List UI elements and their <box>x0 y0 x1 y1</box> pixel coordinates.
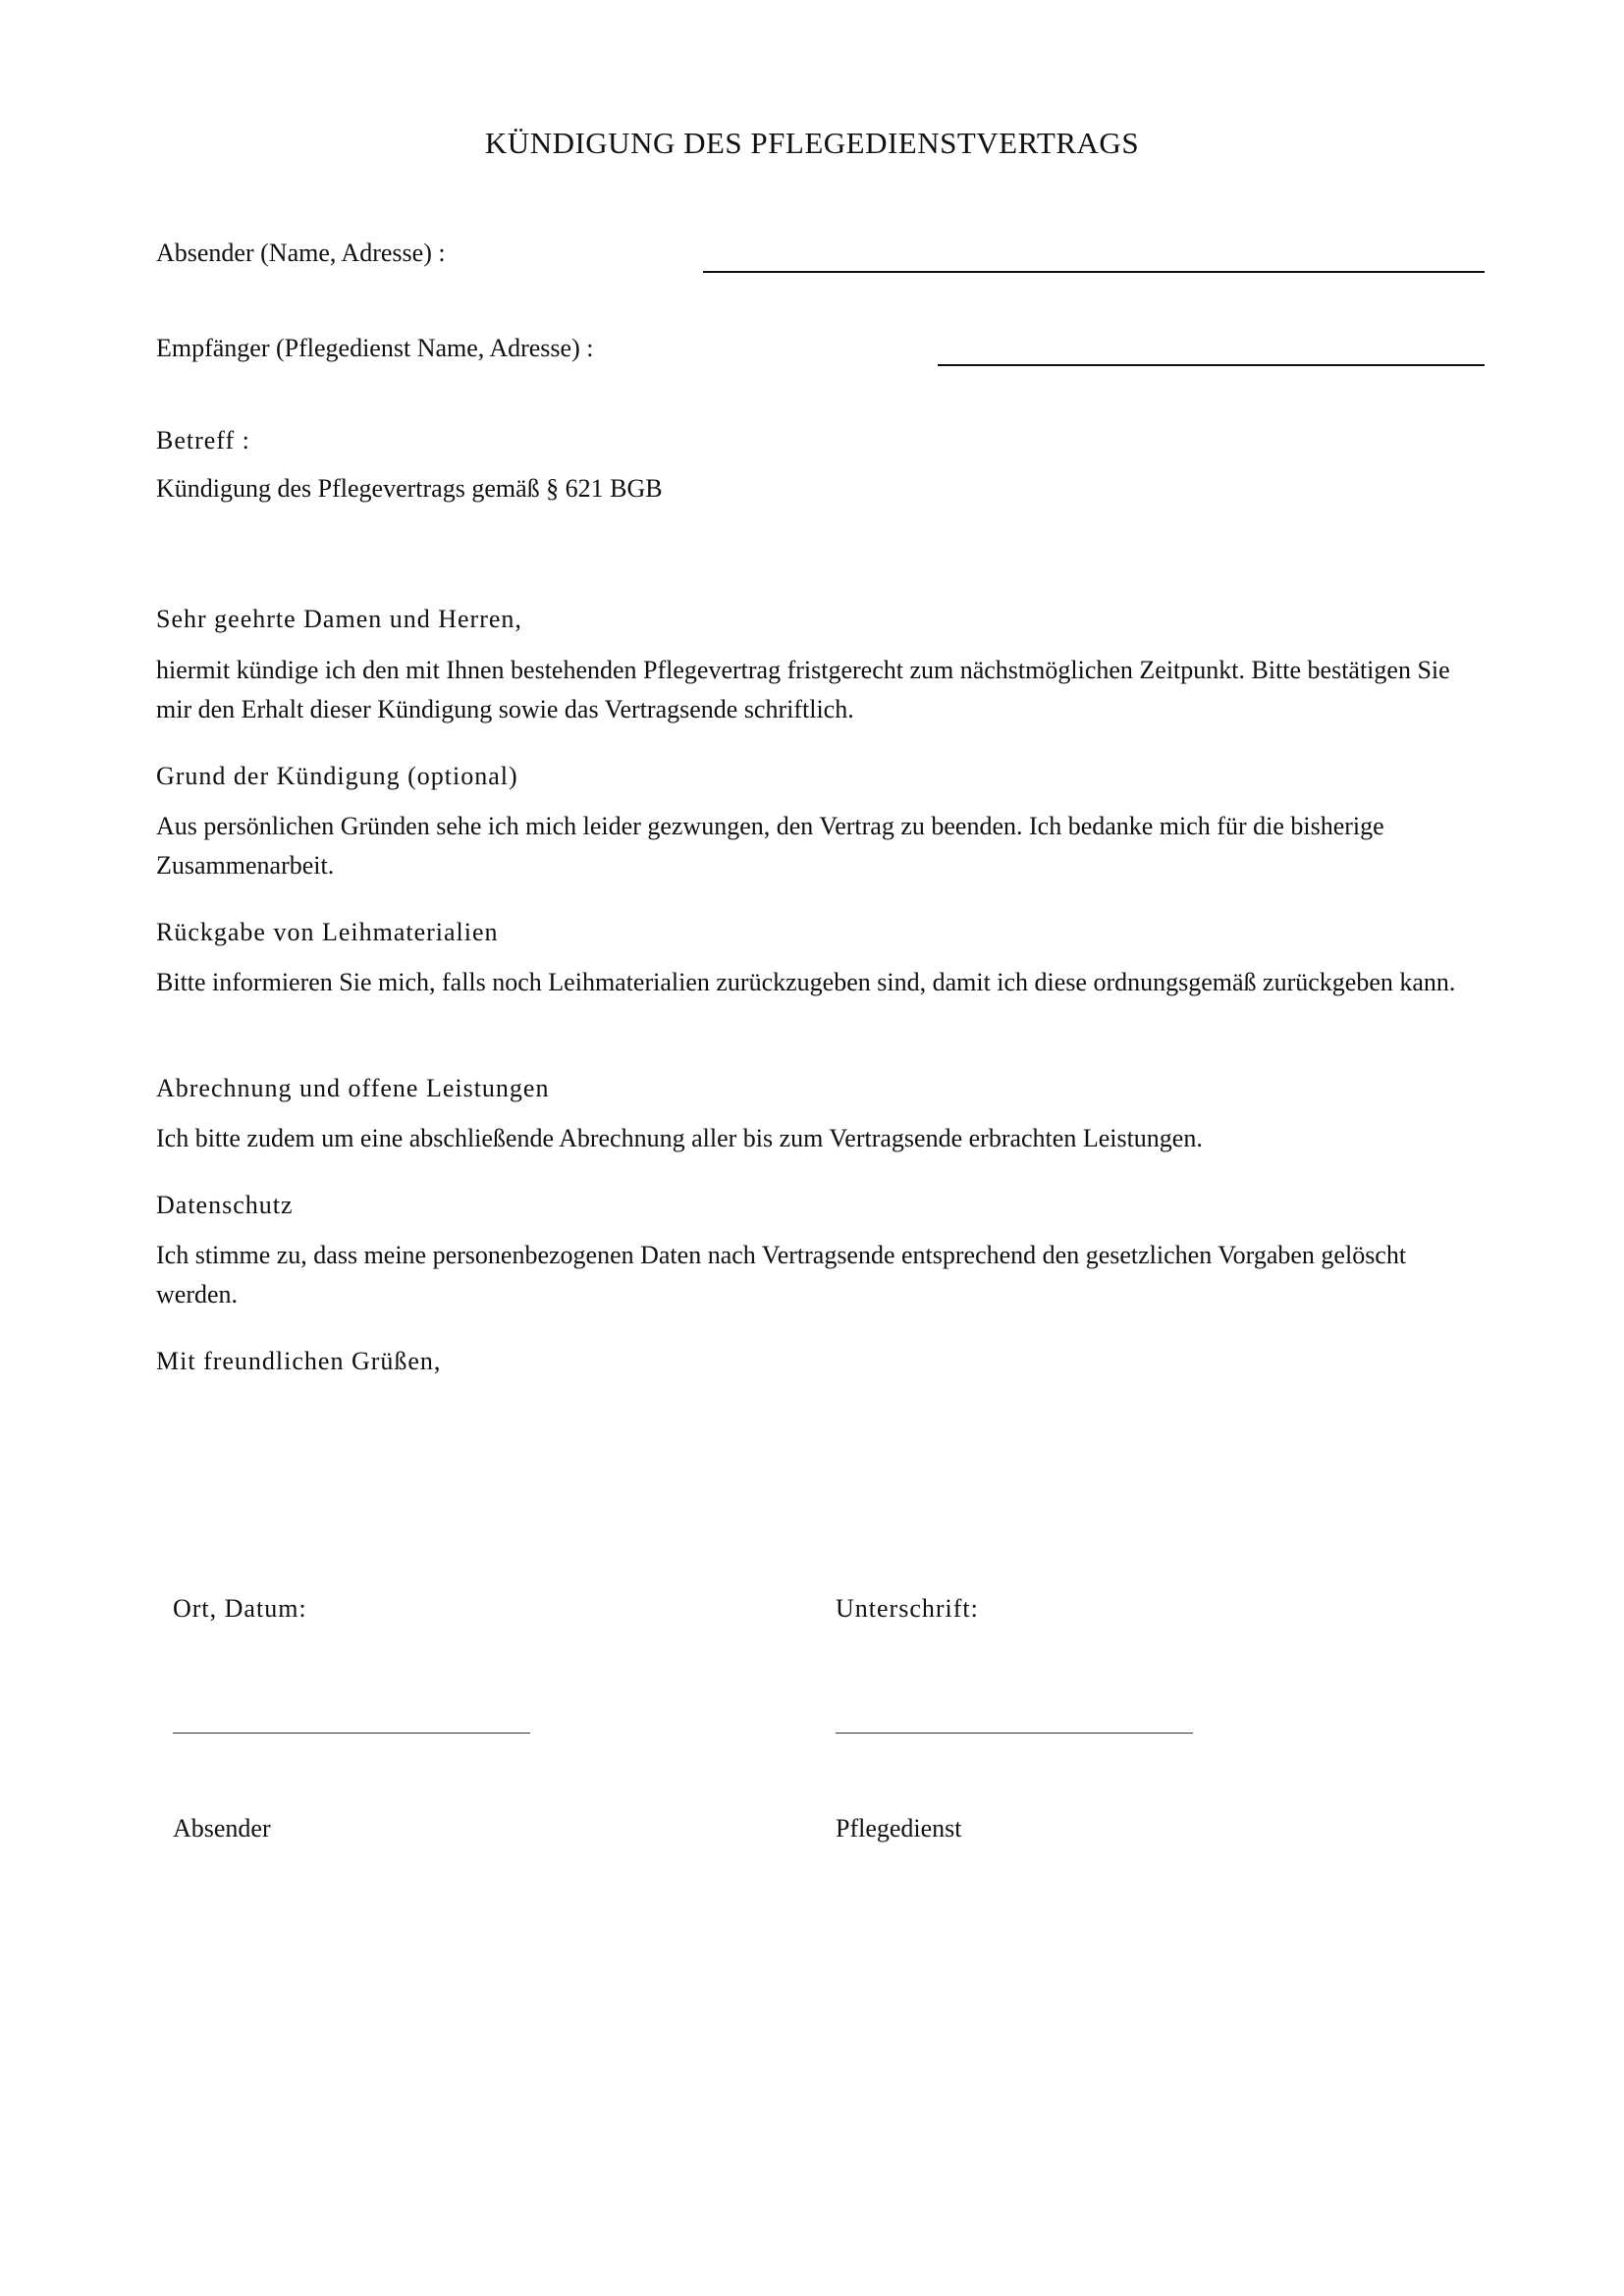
intro-paragraph: hiermit kündige ich den mit Ihnen bestehenden Pflegevertrag fristgerecht zum nächstmöglichen Zeitpunkt. Bitte bestätigen Sie mir den Erhalt dieser Kündigung sowie das Vertragsende schriftlich. <box>156 656 1450 723</box>
section-heading-privacy: Datenschutz <box>156 1191 294 1219</box>
place-date-line[interactable] <box>173 1733 530 1734</box>
place-date-label: Ort, Datum: <box>173 1594 307 1623</box>
sender-input-line[interactable] <box>703 271 1485 273</box>
recipient-input-line[interactable] <box>938 364 1485 366</box>
subject-text: Kündigung des Pflegevertrags gemäß § 621 BGB <box>156 474 663 503</box>
recipient-label: Empfänger (Pflegedienst Name, Adresse) : <box>156 334 594 362</box>
subject-label: Betreff : <box>156 426 250 454</box>
salutation: Sehr geehrte Damen und Herren, <box>156 605 522 633</box>
signature-label: Unterschrift: <box>836 1594 979 1623</box>
section-heading-return: Rückgabe von Leihmaterialien <box>156 918 499 946</box>
signature-line[interactable] <box>836 1733 1193 1734</box>
closing: Mit freundlichen Grüßen, <box>156 1347 442 1375</box>
care-service-caption: Pflegedienst <box>836 1814 962 1842</box>
sender-label: Absender (Name, Adresse) : <box>156 239 446 267</box>
section-heading-billing: Abrechnung und offene Leistungen <box>156 1074 550 1102</box>
section-text-return: Bitte informieren Sie mich, falls noch Leihmaterialien zurückzugeben sind, damit ich diese ordnungsgemäß zurückgeben kann. <box>156 968 1456 996</box>
sender-caption: Absender <box>173 1814 271 1842</box>
document-title: KÜNDIGUNG DES PFLEGEDIENSTVERTRAGS <box>484 126 1140 160</box>
section-text-billing: Ich bitte zudem um eine abschließende Abrechnung aller bis zum Vertragsende erbrachten Leistungen. <box>156 1124 1203 1152</box>
section-heading-reason: Grund der Kündigung (optional) <box>156 762 518 790</box>
section-text-privacy: Ich stimme zu, dass meine personenbezogenen Daten nach Vertragsende entsprechend den gesetzlichen Vorgaben gelöscht werden. <box>156 1241 1407 1308</box>
section-text-reason: Aus persönlichen Gründen sehe ich mich leider gezwungen, den Vertrag zu beenden. Ich bedanke mich für die bisherige Zusammenarbeit. <box>156 812 1384 880</box>
